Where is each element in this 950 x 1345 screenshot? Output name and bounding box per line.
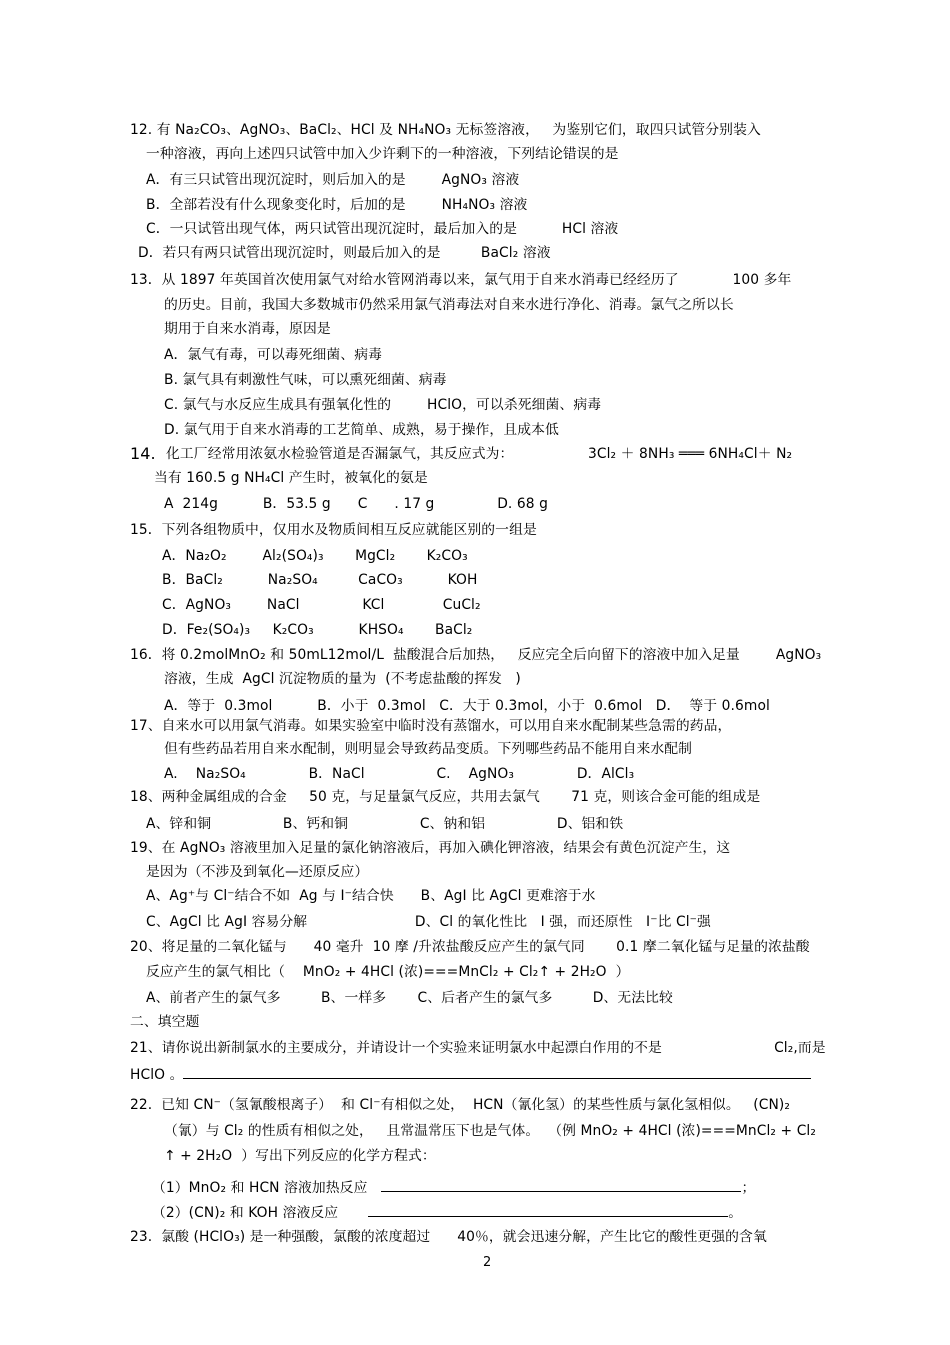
q12-option-c: C．一只试管出现气体，两只试管出现沉淀时，最后加入的是 HCl 溶液 [146,221,619,237]
q13-option-d: D. 氯气用于自来水消毒的工艺简单、成熟，易于操作，且成本低 [164,422,559,438]
q23-stem-line1: 23. 氯酸 (HClO₃) 是一种强酸，氯酸的浓度超过 40％，就会迅速分解，产生比它的酸性更强的含氧 [130,1229,767,1245]
q13-option-b: B. 氯气具有刺激性气味，可以熏死细菌、病毒 [164,372,447,388]
page-number: 2 [483,1255,492,1270]
q13-stem-line3: 期用于自来水消毒，原因是 [164,321,331,337]
q22-stem-line1: 22. 已知 CN⁻（氢氰酸根离子） 和 Cl⁻有相似之处， HCN（氰化氢）的某些性质与氯化氢相似。 (CN)₂ [130,1097,791,1113]
q21-stem-text: HClO 。 [130,1067,184,1083]
q15-option-c: C．AgNO₃ NaCl KCl CuCl₂ [162,597,481,613]
q22-part1 [152,1177,755,1198]
q19-stem-line2: 是因为（不涉及到氧化—还原反应） [146,864,369,880]
q19-options-ab: A、Ag⁺与 Cl⁻结合不如 Ag 与 I⁻结合快 B、AgI 比 AgCl 更难溶于水 [146,888,596,904]
q22-stem-line3: ↑ + 2H₂O ）写出下列反应的化学方程式： [164,1148,436,1164]
q22-part2-text: （2）(CN)₂ 和 KOH 溶液反应 [152,1205,339,1221]
q22-part2-end: 。 [728,1205,743,1221]
q22-part1-text: （1）MnO₂ 和 HCN 溶液加热反应 [152,1180,368,1196]
q22-part2-answer-blank[interactable] [368,1202,728,1217]
q18-stem: 18、两种金属组成的合金 50 克，与足量氯气反应，共用去氯气 71 克，则该合金可能的组成是 [130,789,761,805]
q19-stem-line1: 19、在 AgNO₃ 溶液里加入足量的氯化钠溶液后，再加入碘化钾溶液，结果会有黄色沉淀产生，这 [130,840,731,856]
q20-options: A、前者产生的氯气多 B、一样多 C、后者产生的氯气多 D、无法比较 [146,990,673,1006]
q21-stem-line2 [130,1064,811,1085]
q15-option-d: D．Fe₂(SO₄)₃ K₂CO₃ KHSO₄ BaCl₂ [162,622,473,638]
q22-part2 [152,1202,742,1223]
q19-options-cd: C、AgCl 比 AgI 容易分解 D、Cl 的氧化性比 I 强，而还原性 I⁻比 Cl⁻强 [146,914,711,930]
q12-stem-line2: 一种溶液，再向上述四只试管中加入少许剩下的一种溶液，下列结论错误的是 [146,146,619,162]
q22-part1-answer-blank[interactable] [381,1177,741,1192]
q13-option-a: A．氯气有毒，可以毒死细菌、病毒 [164,347,382,363]
q14-stem-line2: 当有 160.5 g NH₄Cl 产生时，被氧化的氨是 [154,470,428,486]
q15-option-b: B．BaCl₂ Na₂SO₄ CaCO₃ KOH [162,572,478,588]
q17-stem-line2: 但有些药品若用自来水配制，则明显会导致药品变质。下列哪些药品不能用自来水配制 [164,741,693,757]
q21-stem-line1: 21、请你说出新制氯水的主要成分，并请设计一个实验来证明氯水中起漂白作用的不是 Cl₂,而是 [130,1040,826,1056]
q12-option-b: B．全部若没有什么现象变化时，后加的是 NH₄NO₃ 溶液 [146,197,528,213]
q12-stem-line1: 12. 有 Na₂CO₃、AgNO₃、BaCl₂、HCl 及 NH₄NO₃ 无标签溶液， 为鉴别它们，取四只试管分别装入 [130,122,761,138]
q15-option-a: A．Na₂O₂ Al₂(SO₄)₃ MgCl₂ K₂CO₃ [162,548,468,564]
q16-stem-line1: 16．将 0.2molMnO₂ 和 50mL12mol/L 盐酸混合后加热， 反应完全后向留下的溶液中加入足量 AgNO₃ [130,647,822,663]
q15-stem: 15．下列各组物质中，仅用水及物质间相互反应就能区别的一组是 [130,522,537,538]
q21-answer-blank[interactable] [183,1064,811,1079]
q16-options: A．等于 0.3mol B．小于 0.3mol C．大于 0.3mol，小于 0.6mol D． 等于 0.6mol [164,698,770,714]
q13-option-c: C. 氯气与水反应生成具有强氧化性的 HClO，可以杀死细菌、病毒 [164,397,602,413]
q20-stem-line2: 反应产生的氯气相比（ MnO₂ + 4HCl (浓)===MnCl₂ + Cl₂↑ + 2H₂O ） [146,964,630,980]
q22-stem-line2: （氰）与 Cl₂ 的性质有相似之处， 且常温常压下也是气体。 （例 MnO₂ + 4HCl (浓)===MnCl₂ + Cl₂ [164,1123,816,1139]
q13-stem-line1: 13．从 1897 年英国首次使用氯气对给水管网消毒以来，氯气用于自来水消毒已经经历了 100 多年 [130,272,792,288]
q13-stem-line2: 的历史。目前，我国大多数城市仍然采用氯气消毒法对自来水进行净化、消毒。氯气之所以长 [164,297,734,313]
q16-stem-line2: 溶液，生成 AgCl 沉淀物质的量为 (不考虑盐酸的挥发 ) [164,671,521,687]
q18-options: A、锌和铜 B、钙和铜 C、钠和铝 D、铝和铁 [146,816,624,832]
q14-stem-line1: 化工厂经常用浓氨水检验管道是否漏氯气，其反应式为： [166,446,514,462]
q14-equation: 3Cl₂ ＋ 8NH₃ ═══ 6NH₄Cl＋ N₂ [588,446,793,462]
q14-options: A 214g B．53.5 g C . 17 g D. 68 g [164,496,549,512]
q12-option-d: D．若只有两只试管出现沉淀时，则最后加入的是 BaCl₂ 溶液 [138,245,551,261]
q20-stem-line1: 20、将足量的二氧化锰与 40 毫升 10 摩 /升浓盐酸反应产生的氯气同 0.1 摩二氧化锰与足量的浓盐酸 [130,939,810,955]
q14-number: 14. [130,444,156,463]
q17-stem-line1: 17、自来水可以用氯气消毒。如果实验室中临时没有蒸馏水，可以用自来水配制某些急需的药品， [130,718,732,734]
q12-option-a: A．有三只试管出现沉淀时，则后加入的是 AgNO₃ 溶液 [146,172,520,188]
q17-options: A. Na₂SO₄ B．NaCl C. AgNO₃ D．AlCl₃ [164,766,635,782]
section-heading-fill-in: 二、填空题 [130,1014,200,1030]
q22-part1-end: ； [741,1180,756,1196]
